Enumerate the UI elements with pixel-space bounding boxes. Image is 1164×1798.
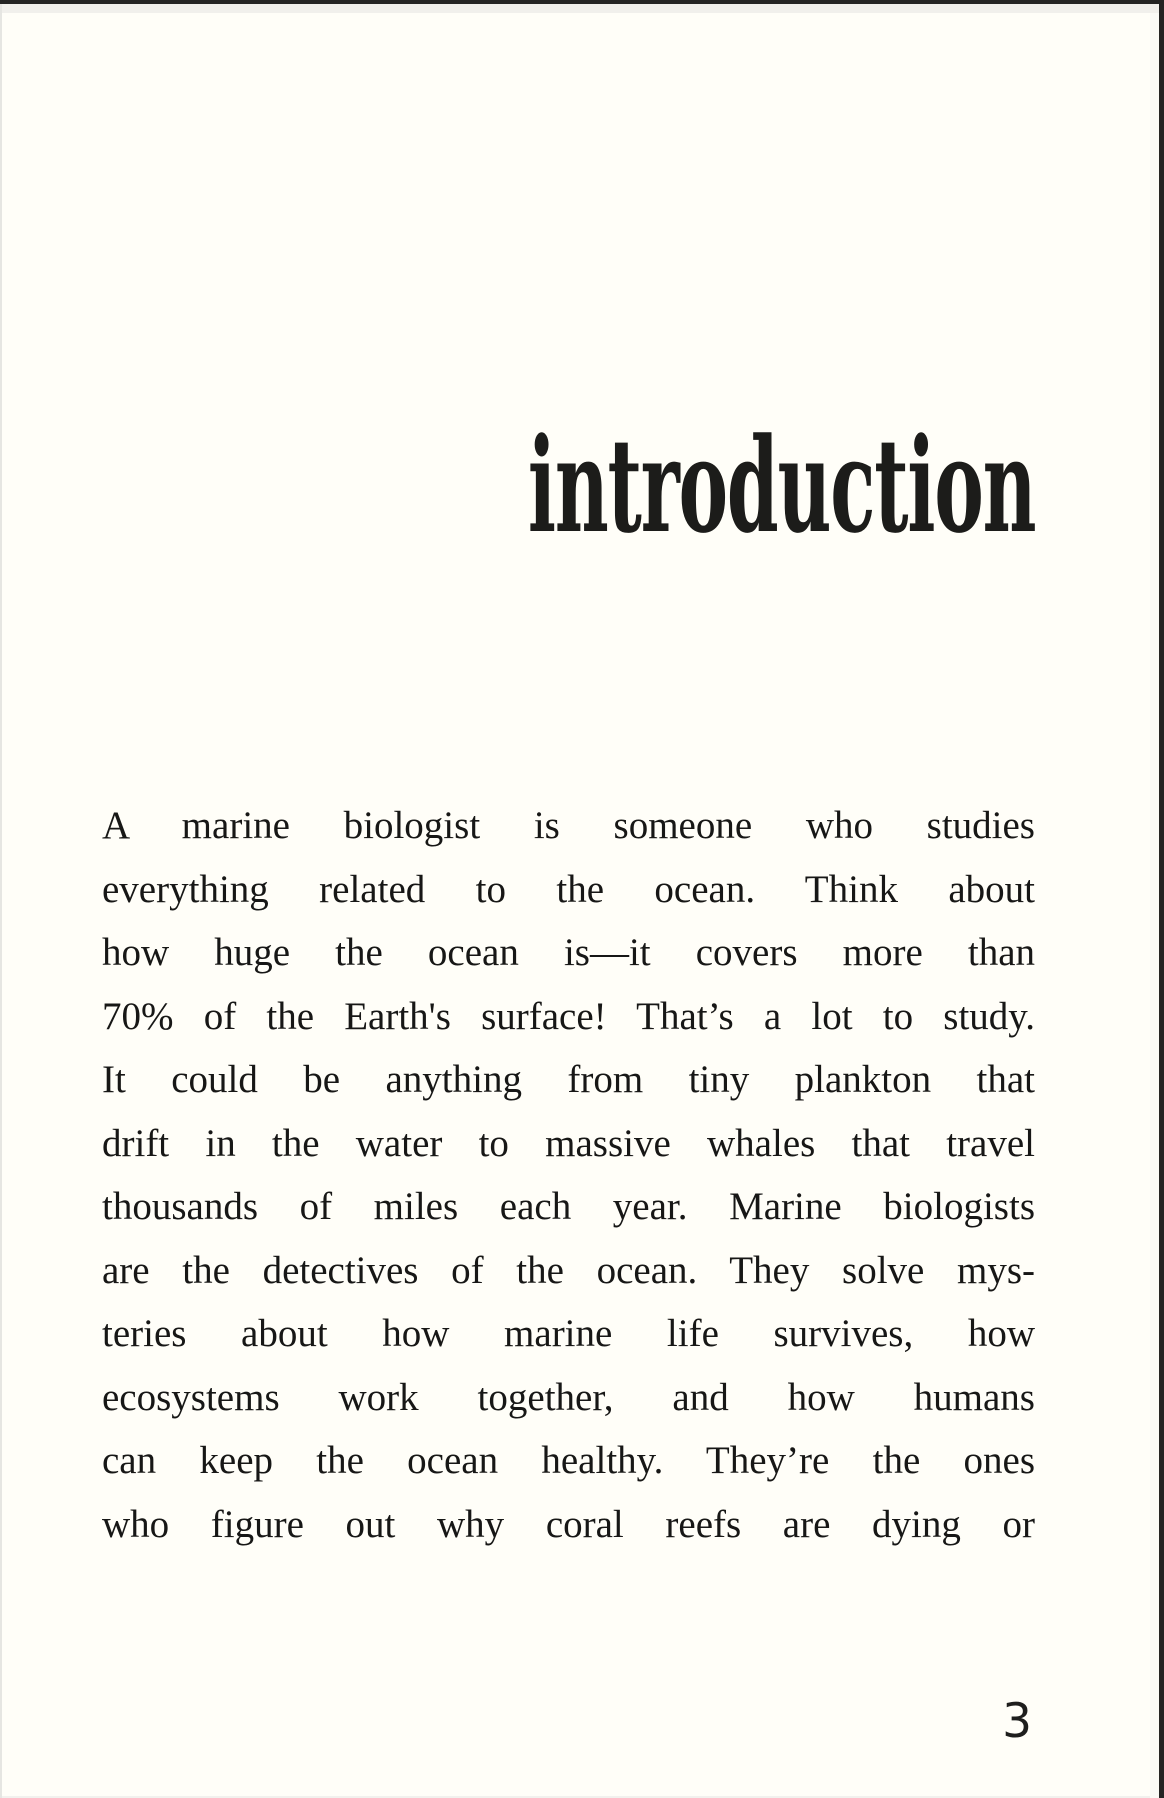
page-edge-left	[0, 4, 2, 1798]
body-text-line: A marine biologist is someone who studies	[102, 804, 1035, 847]
body-text-line: everything related to the ocean. Think about	[102, 867, 1035, 911]
page-edge-right	[1159, 0, 1164, 1798]
body-text-line: ecosystems work together, and how humans	[102, 1375, 1035, 1419]
body-text-line: are the detectives of the ocean. They solve mys-	[102, 1248, 1035, 1292]
body-text-line: how huge the ocean is—it covers more than	[102, 931, 1035, 974]
body-text-line: can keep the ocean healthy. They’re the ones	[102, 1439, 1035, 1482]
page-edge-top-strip	[0, 4, 1164, 13]
page-edge-right-strip	[1150, 13, 1159, 1798]
body-text-block	[102, 794, 1035, 1556]
body-text-line: thousands of miles each year. Marine biologists	[102, 1185, 1035, 1228]
chapter-title: introduction	[527, 409, 1035, 562]
body-text-line: teries about how marine life survives, how	[102, 1312, 1035, 1355]
body-text-line: It could be anything from tiny plankton that	[102, 1058, 1035, 1101]
body-text-line: who figure out why coral reefs are dying or	[102, 1502, 1035, 1546]
body-text-line: 70% of the Earth's surface! That’s a lot to study.	[102, 994, 1035, 1038]
body-text-line: drift in the water to massive whales that travel	[102, 1121, 1035, 1165]
page-number: 3	[1002, 1694, 1032, 1749]
